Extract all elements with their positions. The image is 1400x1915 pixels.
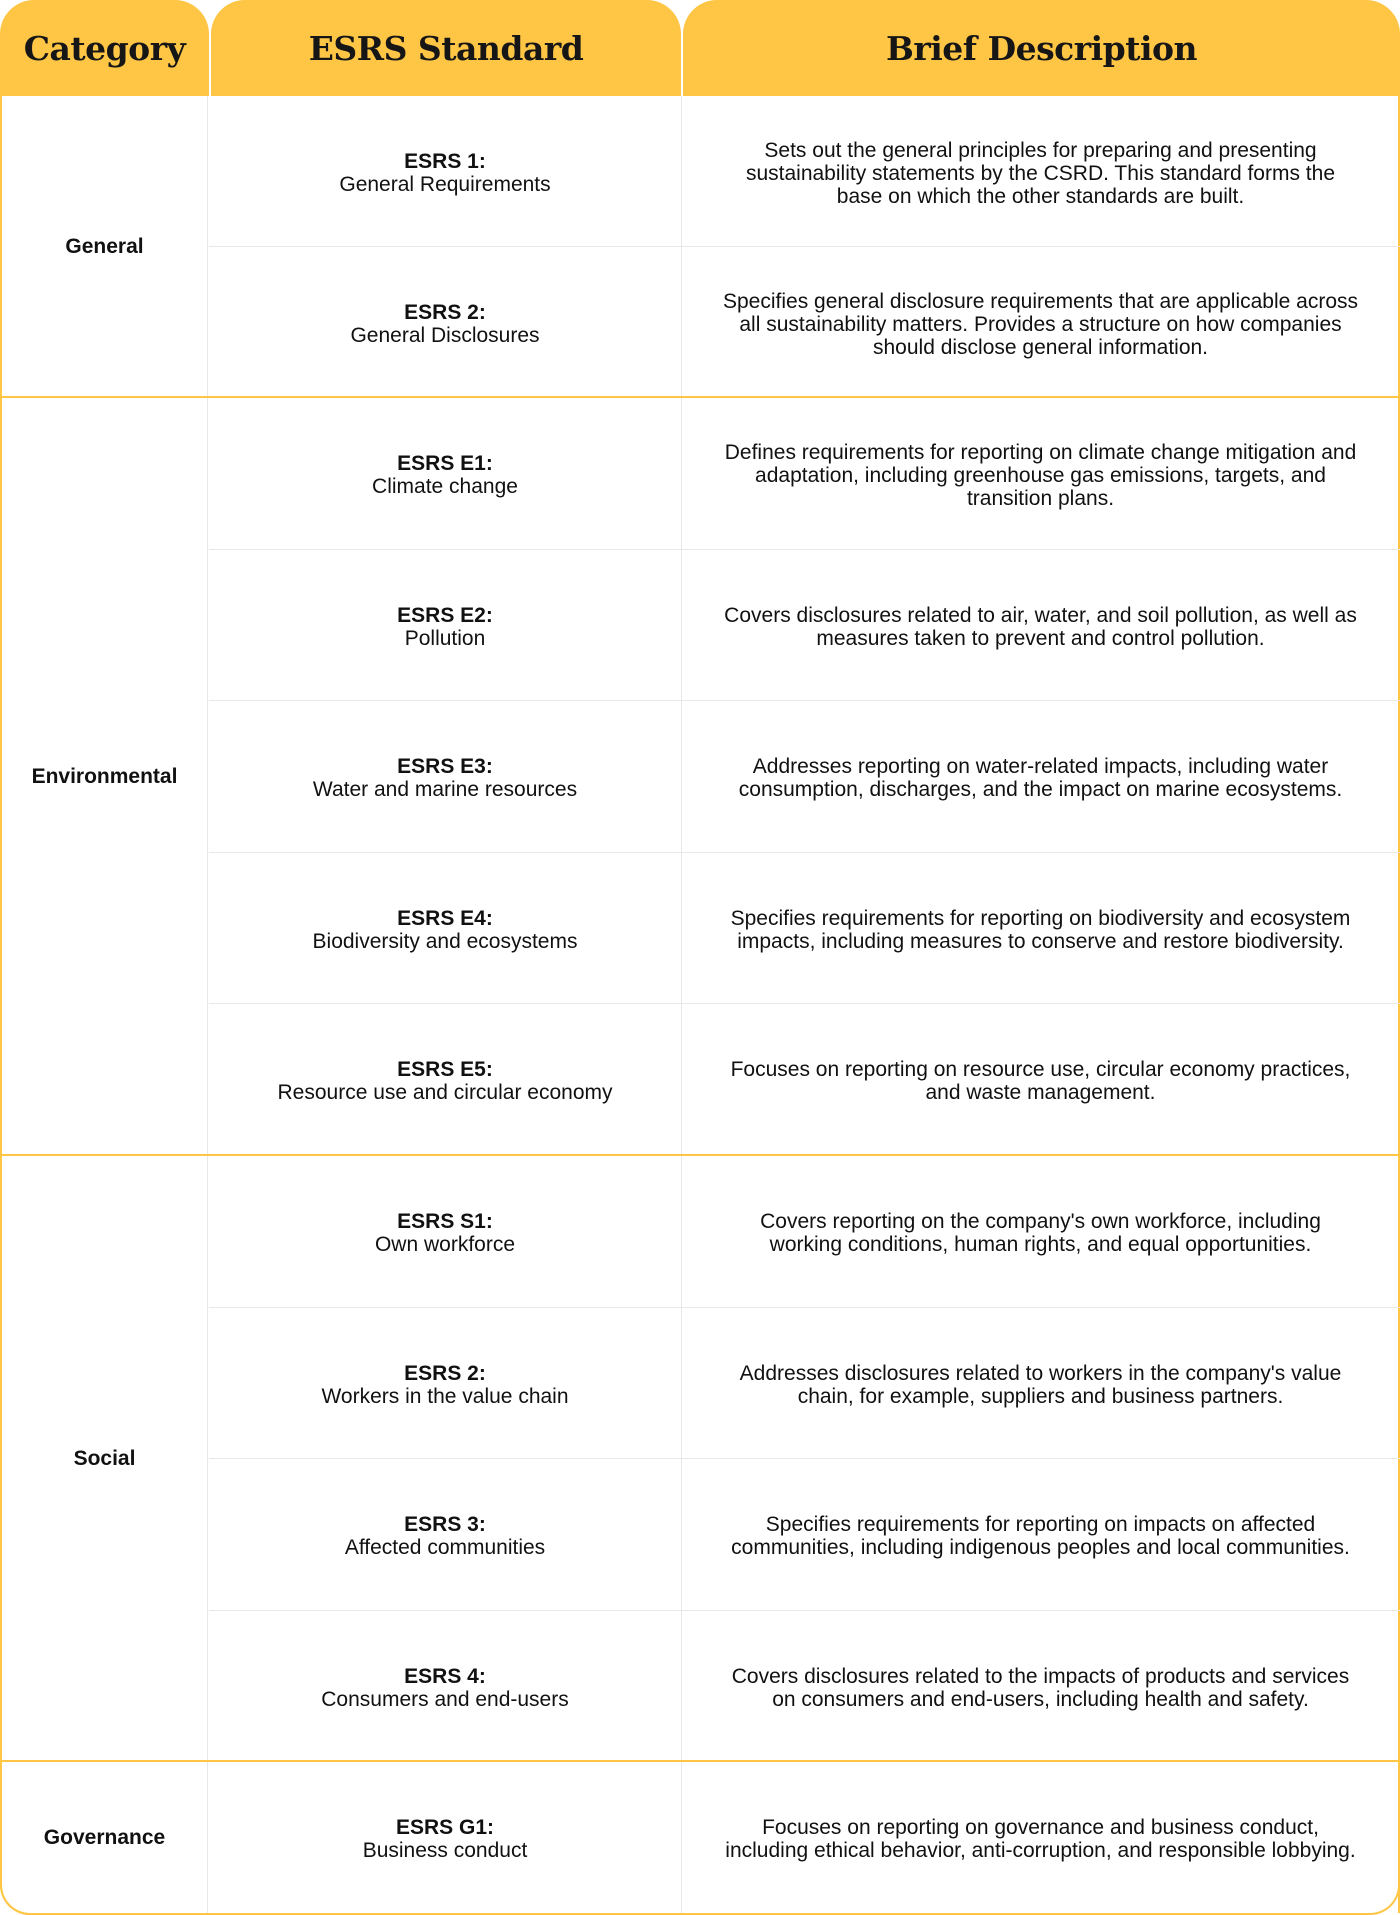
table-row — [209, 1004, 1400, 1156]
standard-code: ESRS 2: — [404, 301, 486, 324]
standard-name: Resource use and circular economy — [277, 1081, 613, 1104]
header-description: Brief Description — [683, 0, 1400, 96]
standard-name: Pollution — [404, 627, 486, 650]
table-row — [209, 96, 1400, 248]
table-row — [209, 1308, 1400, 1460]
description-cell: Specifies requirements for reporting on biodiversity and ecosystem impacts, including measures to conserve and restore biodiversity. — [683, 853, 1400, 1005]
standard-name: Biodiversity and ecosystems — [312, 930, 578, 953]
table-row — [209, 1459, 1400, 1611]
table-row — [209, 1611, 1400, 1763]
description-cell: Focuses on reporting on governance and business conduct, including ethical behavior, anti-corruption, and responsible lobbying. — [683, 1762, 1400, 1913]
category-social: Social — [0, 1156, 208, 1762]
standard-cell — [209, 1308, 682, 1460]
standard-name: Consumers and end-users — [321, 1688, 569, 1711]
category-general: General — [0, 96, 208, 398]
standard-cell — [209, 1611, 682, 1763]
standard-cell — [209, 550, 682, 702]
description-cell: Defines requirements for reporting on climate change mitigation and adaptation, including greenhouse gas emissions, targets, and transition plans. — [683, 398, 1400, 550]
table-row — [209, 853, 1400, 1005]
table-row — [209, 701, 1400, 853]
standard-code: ESRS 3: — [404, 1513, 486, 1536]
standard-cell — [209, 701, 682, 853]
standard-name: Business conduct — [362, 1838, 528, 1862]
standard-cell — [209, 853, 682, 1005]
standard-name: Own workforce — [374, 1233, 516, 1256]
standard-name: Climate change — [372, 475, 518, 498]
table-row — [209, 1762, 1400, 1913]
description-cell: Covers reporting on the company's own workforce, including working conditions, human rights, and equal opportunities. — [683, 1156, 1400, 1308]
standard-code: ESRS E2: — [397, 604, 493, 627]
standard-cell — [209, 1156, 682, 1308]
standard-name: Workers in the value chain — [321, 1385, 569, 1408]
header-category: Category — [0, 0, 209, 96]
standard-code: ESRS S1: — [397, 1210, 493, 1233]
standard-name: Affected communities — [344, 1536, 546, 1559]
standard-name: Water and marine resources — [312, 778, 578, 801]
description-cell: Focuses on reporting on resource use, circular economy practices, and waste management. — [683, 1004, 1400, 1156]
standard-cell — [209, 1762, 682, 1913]
description-cell: Sets out the general principles for preparing and presenting sustainability statements by the CSRD. This standard forms the base on which the other standards are built. — [683, 96, 1400, 248]
description-cell: Covers disclosures related to air, water, and soil pollution, as well as measures taken to prevent and control pollution. — [683, 550, 1400, 702]
header-standard: ESRS Standard — [211, 0, 681, 96]
category-governance: Governance — [0, 1762, 208, 1915]
standard-name: General Disclosures — [350, 324, 540, 347]
standard-code: ESRS G1: — [395, 1815, 495, 1839]
standard-code: ESRS E1: — [397, 452, 493, 475]
standard-code: ESRS 4: — [404, 1665, 486, 1688]
table-row — [209, 398, 1400, 550]
standard-name: General Requirements — [339, 173, 551, 196]
standard-code: ESRS 1: — [404, 150, 486, 173]
standard-cell — [209, 398, 682, 550]
description-cell: Covers disclosures related to the impacts of products and services on consumers and end-users, including health and safety. — [683, 1611, 1400, 1763]
standard-cell — [209, 1004, 682, 1156]
standard-code: ESRS E4: — [397, 907, 493, 930]
standard-code: ESRS E3: — [397, 755, 493, 778]
standard-code: ESRS E5: — [397, 1058, 493, 1081]
standard-cell — [209, 1459, 682, 1611]
description-cell: Specifies requirements for reporting on impacts on affected communities, including indigenous peoples and local communities. — [683, 1459, 1400, 1611]
table-row — [209, 247, 1400, 399]
description-cell: Addresses disclosures related to workers in the company's value chain, for example, suppliers and business partners. — [683, 1308, 1400, 1460]
category-environmental: Environmental — [0, 398, 208, 1156]
description-cell: Addresses reporting on water-related impacts, including water consumption, discharges, and the impact on marine ecosystems. — [683, 701, 1400, 853]
table-row — [209, 1156, 1400, 1308]
table-row — [209, 550, 1400, 702]
description-cell: Specifies general disclosure requirements that are applicable across all sustainability matters. Provides a structure on how companies should disclose general information. — [683, 247, 1400, 399]
standard-cell — [209, 247, 682, 399]
standard-code: ESRS 2: — [404, 1362, 486, 1385]
standard-cell — [209, 96, 682, 248]
